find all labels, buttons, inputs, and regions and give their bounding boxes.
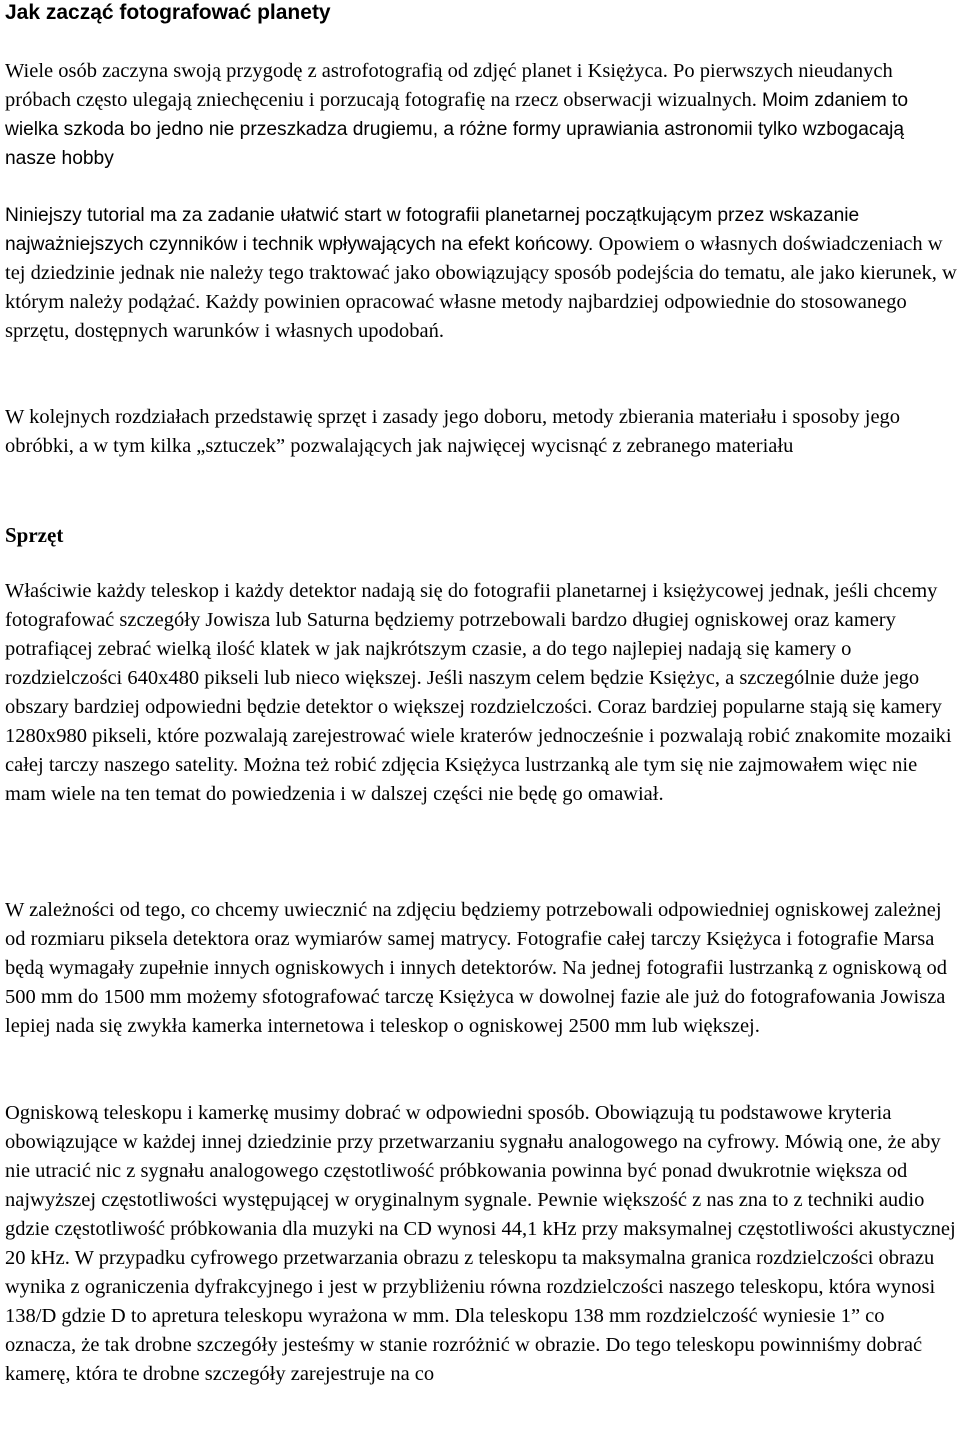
- sampling-paragraph: Ogniskową teleskopu i kamerkę musimy dobrać w odpowiedni sposób. Obowiązują tu podstawowe kryteria obowiązujące w każdej innej dziedzinie przy przetwarzaniu sygnału analogowego na cyfrowy. Mówią one, że aby nie utracić nic z sygnału analogowego częstotliwość próbkowania powinna być ponad dwukrotnie większa od najwyższej częstotliwości występującej w oryginalnym sygnale. Pewnie większość z nas zna to z techniki audio gdzie częstotliwość próbkowania dla muzyki na CD wynosi 44,1 kHz przy maksymalnej częstotliwości akustycznej 20 kHz. W przypadku cyfrowego przetwarzania obrazu z teleskopu ta maksymalna granica rozdzielczości obrazu wynika z ograniczenia dyfrakcyjnego i jest w przybliżeniu równa rozdzielczości naszego teleskopu, która wynosi 138/D gdzie D to apretura teleskopu wyrażona w mm. Dla teleskopu 138 mm rozdzielczość wyniesie 1” co oznacza, że tak drobne szczegóły jesteśmy w stanie rozróżnić w obrazie. Do tego teleskopu powinniśmy dobrać kamerę, która te drobne szczegóły zarejestruje na co: [5, 1102, 956, 1385]
- tutorial-sans-text: Niniejszy tutorial ma za zadanie ułatwić start w fotografii planetarnej początkującym przez wskazanie najważniejszych czynników i technik wpływających na efekt końcowy.: [5, 205, 860, 255]
- intro-serif-text: Wiele osób zaczyna swoją przygodę z astrofotografią od zdjęć planet i Księżyca. Po pierwszych nieudanych próbach często ulegają zniechęceniu i porzucają fotografię na rzecz obserwacji wizualnych.: [5, 60, 893, 111]
- intro-paragraph: [5, 57, 957, 173]
- tutorial-serif-text: Opowiem o własnych doświadczeniach w tej dziedzinie jednak nie należy tego traktować jako obowiązujący sposób podejścia do tematu, ale jako kierunek, w którym należy podążać. Każdy powinien opracować własne metody najbardziej odpowiednie do stosowanego sprzętu, dostępnych warunków i własnych upodobań.: [5, 233, 957, 342]
- focal-length-paragraph: W zależności od tego, co chcemy uwiecznić na zdjęciu będziemy potrzebowali odpowiedniej ogniskowej zależnej od rozmiaru piksela detektora oraz wymiarów samej matrycy. Fotografie całej tarczy Księżyca i fotografie Marsa będą wymagały zupełnie innych ogniskowych i innych detektorów. Na jednej fotografii lustrzanką z ogniskową od 500 mm do 1500 mm możemy sfotografować tarczę Księżyca w dowolnej fazie ale już do fotografowania Jowisza lepiej nada się zwykła kamerka internetowa i teleskop o ogniskowej 2500 mm lub większej.: [5, 899, 947, 1037]
- document-title: Jak zacząć fotografować planety: [5, 1, 331, 24]
- section-heading-equipment: Sprzęt: [5, 523, 64, 547]
- intro-sans-text: Moim zdaniem to wielka szkoda bo jedno nie przeszkadza drugiemu, a różne formy uprawiania astronomii tylko wzbogacają nasze hobby: [5, 90, 909, 169]
- chapters-paragraph: W kolejnych rozdziałach przedstawię sprzęt i zasady jego doboru, metody zbierania materiału i sposoby jego obróbki, a w tym kilka „sztuczek” pozwalających jak najwięcej wycisnąć z zebranego materiału: [5, 406, 901, 457]
- equipment-paragraph: Właściwie każdy teleskop i każdy detektor nadają się do fotografii planetarnej i księżycowej jednak, jeśli chcemy fotografować szczegóły Jowisza lub Saturna będziemy potrzebowali bardzo długiej ogniskowej oraz kamery potrafiącej zebrać wielką ilość klatek w jak najkrótszym czasie, a do tego najlepiej nadają się kamery o rozdzielczości 640x480 pikseli lub nieco większej. Jeśli naszym celem będzie Księżyc, a szczególnie duże jego obszary bardziej odpowiedni będzie detektor o większej rozdzielczości. Coraz bardziej popularne stają się kamery 1280x980 pikseli, które pozwalają zarejestrować wiele kraterów jednocześnie i pozwalają robić znakomite mozaiki całej tarczy naszego satelity. Można też robić zdjęcia Księżyca lustrzanką ale tym się nie zajmowałem więc nie mam wiele na ten temat do powiedzenia i w dalszej części nie będę go omawiał.: [5, 580, 952, 805]
- tutorial-paragraph: [5, 201, 957, 346]
